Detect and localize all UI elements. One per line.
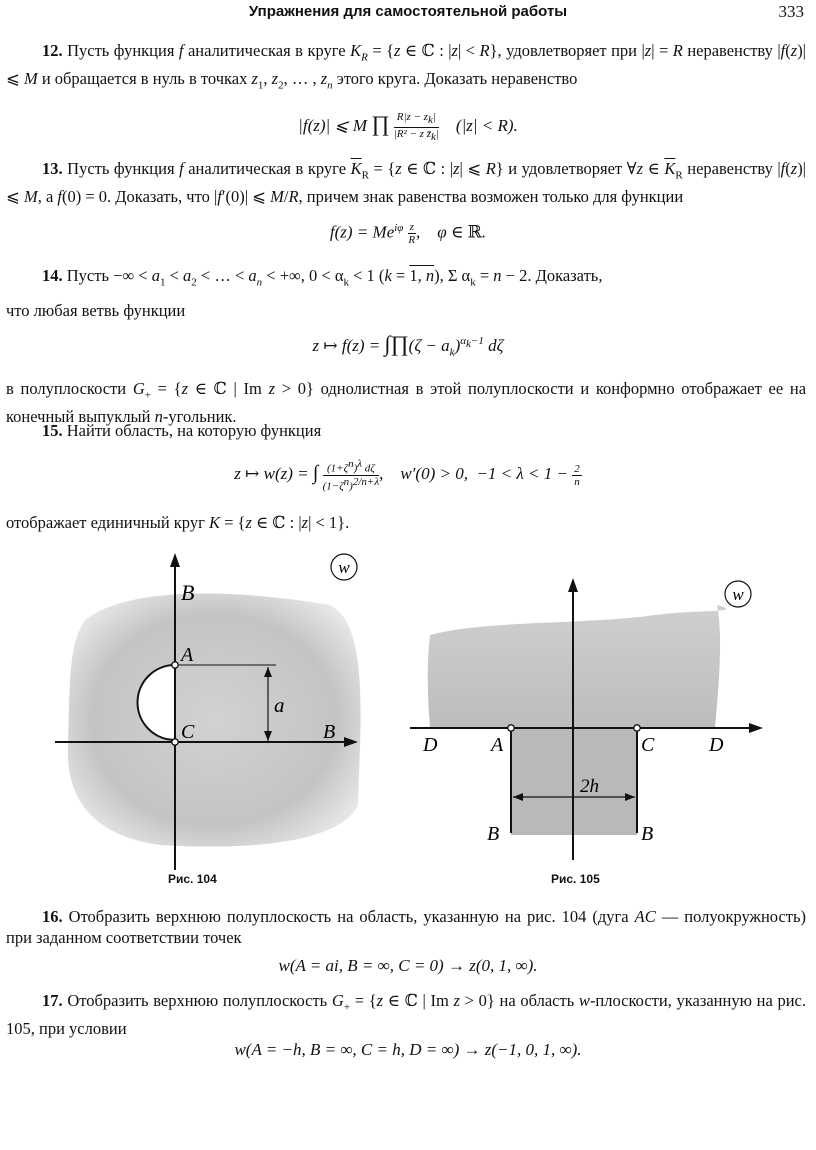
problem-13: 13. Пусть функция f аналитическая в круге $\overline{K}_R = \{z$ ∈ ℂ : |z| ⩽ R} и удовлетворяет ∀z ∈ $\overline{K}_R$ неравенству |f(z)| ⩽ M, а f(0) = 0. Доказать, что |f′(0)| ⩽ M/R, причем знак равенства возможен только для функции — [6, 159, 806, 207]
label-D-right: D — [709, 734, 724, 756]
figure-105 — [405, 575, 775, 875]
label-A: A — [491, 734, 504, 756]
shaded-upper-region — [428, 605, 726, 727]
problem-number: 16. — [42, 907, 63, 926]
label-B-left: B — [487, 823, 500, 845]
problem-14: 14. Пусть −∞ < $a_1 < a_2$ < … < $a_n$ < +∞, $0 < \alpha_k < 1$ (k = 1, n), Σ $\alpha_k = n - 2$. Доказать, — [42, 266, 603, 289]
label-2h: 2h — [580, 776, 599, 797]
problem-14-cont: что любая ветвь функции — [6, 301, 186, 320]
label-C: C — [641, 734, 655, 756]
point-A — [172, 662, 178, 668]
formula-17: w(A = −h, B = ∞, C = h, D = ∞) → z(−1, 0, 1, ∞). — [234, 1040, 582, 1059]
figure-104-caption: Рис. 104 — [168, 872, 217, 886]
plane-label: w — [732, 585, 744, 604]
problem-number: 12. — [42, 41, 63, 60]
formula-12: |f(z)| ⩽ M ∏ $\frac{R|z - z_k|}{|R^2 - z z̄_k|}$ (|z| < R). — [298, 111, 518, 143]
y-axis-arrow — [568, 578, 578, 592]
figure-104 — [40, 545, 380, 875]
label-C: C — [181, 721, 195, 743]
problem-14-after: в полуплоскости $G_+ = \{z$ ∈ ℂ | Im z > 0} однолистная в этой полуплоскости и конформно отображает ее на конечный выпуклый n-угольник. — [6, 379, 807, 427]
formula-14: z ↦ f(z) = ∫∏(ζ − $a_k)^{\alpha_k-1}$ dζ — [312, 331, 504, 359]
y-axis-arrow — [170, 553, 180, 567]
problem-number: 17. — [42, 991, 63, 1010]
plane-label: w — [338, 558, 350, 577]
formula-13: $f(z) = Me^{i\varphi}$ $\frac{z}{R}$ , φ ∈ ℝ. — [329, 221, 487, 246]
point-C — [634, 725, 640, 731]
problem-number: 14. — [42, 266, 63, 285]
shaded-region — [68, 594, 361, 847]
label-B-right: B — [641, 823, 654, 845]
problem-15-after: отображает единичный круг K = {z ∈ ℂ : |z| < 1}. — [6, 513, 350, 532]
formula-16: w(A = ai, B = ∞, C = 0) → z(0, 1, ∞). — [278, 956, 538, 975]
problem-12: 12. Пусть функция f аналитическая в круге $K_R = \{z$ ∈ ℂ : |z| < R}, удовлетворяет при |z| = R неравенству |f(z)| ⩽ M и обращается в нуль в точках $z_1$, $z_2$, … , $z_n$ этого круга. Доказать неравенство — [6, 41, 806, 92]
formula-15: z ↦ w(z) = ∫ $\frac{(1+\zeta^n)^\lambda d\zeta}{(1-\zeta^n)^{2/n+\lambda}}$ , w′(0) > 0, −1 < λ < 1 − $\frac{2}{n}$ — [234, 458, 580, 493]
label-A: A — [181, 644, 194, 666]
page-number: 333 — [778, 2, 804, 21]
x-axis-arrow — [749, 723, 763, 733]
point-A — [508, 725, 514, 731]
label-a: a — [274, 693, 285, 717]
figure-105-caption: Рис. 105 — [551, 872, 600, 886]
label-B-top: B — [181, 580, 195, 605]
label-B-right: B — [323, 721, 336, 743]
problem-number: 13. — [42, 159, 63, 178]
problem-number: 15. — [42, 421, 63, 440]
problem-16: 16. Отобразить верхнюю полуплоскость на область, указанную на рис. 104 (дуга AC — полуокружность) при заданном соответствии точек — [6, 907, 806, 947]
problem-17: 17. Отобразить верхнюю полуплоскость $G_+ = \{z$ ∈ ℂ | Im z > 0} на область w-плоскости, указанную на рис. 105, при условии — [6, 991, 806, 1039]
problem-15: 15. Найти область, на которую функция — [42, 421, 322, 440]
point-C — [172, 739, 178, 745]
running-header: Упражнения для самостоятельной работы — [248, 3, 568, 20]
label-D-left: D — [423, 734, 438, 756]
